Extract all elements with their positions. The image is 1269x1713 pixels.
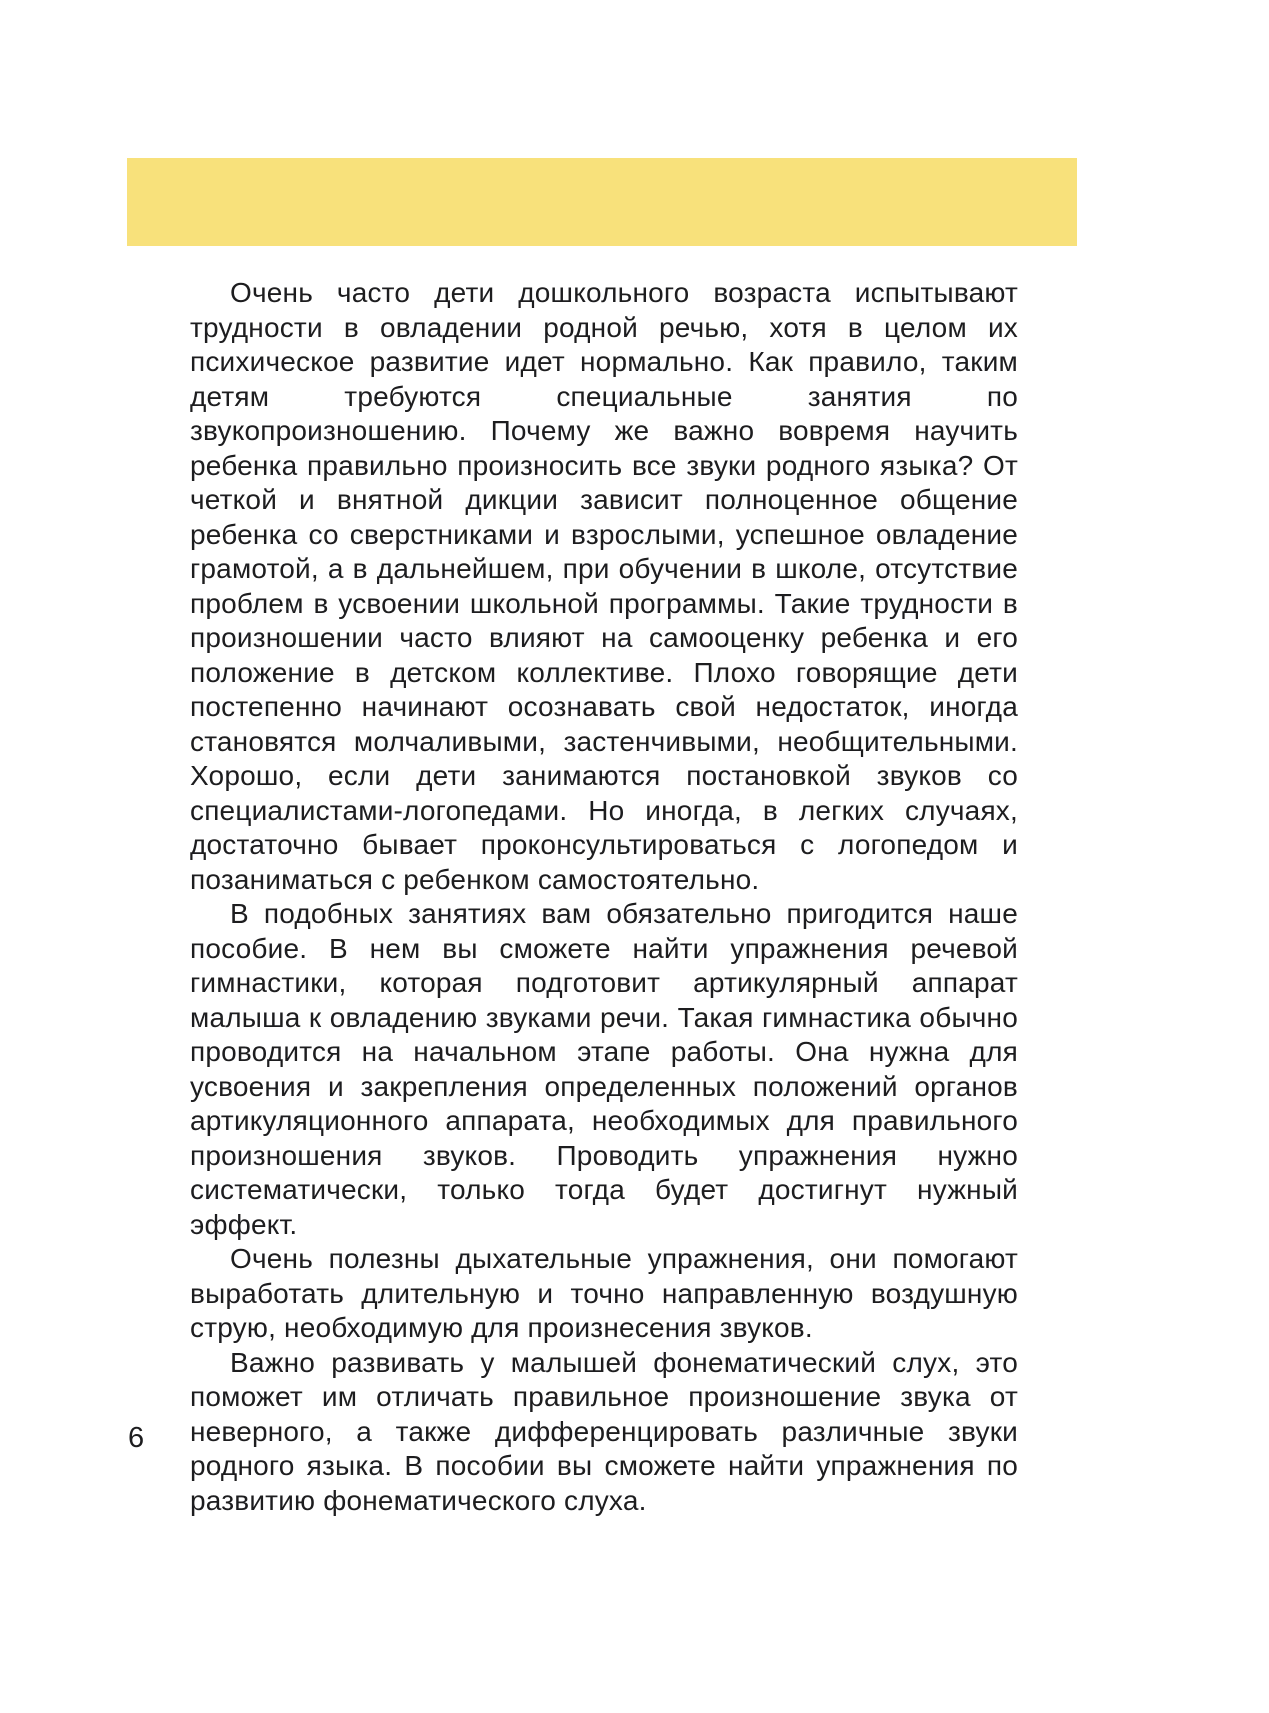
decorative-yellow-banner <box>127 158 1077 246</box>
paragraph-intro: Очень часто дети дошкольного возраста испытывают трудности в овладении родной речью, хотя в целом их психическое развитие идет нормально. Как правило, таким детям требуются специальные занятия по звукопроизношению. Почему же важно вовремя научить ребенка правильно произносить все звуки родного языка? От четкой и внятной дикции зависит полноценное общение ребенка со сверстниками и взрослыми, успешное овладение грамотой, а в дальнейшем, при обучении в школе, отсутствие проблем в усвоении школьной программы. Такие трудности в произношении часто влияют на самооценку ребенка и его положение в детском коллективе. Плохо говорящие дети постепенно начинают осознавать свой недостаток, иногда становятся молчаливыми, застенчивыми, необщительными. Хорошо, если дети занимаются постановкой звуков со специалистами-логопедами. Но иногда, в легких случаях, достаточно бывает проконсультироваться с логопедом и позаниматься с ребенком самостоятельно. <box>190 277 1018 895</box>
body-text <box>190 276 1018 1518</box>
paragraph-breathing-exercises: Очень полезны дыхательные упражнения, они помогают выработать длительную и точно направленную воздушную струю, необходимую для произнесения звуков. <box>190 1243 1018 1343</box>
page-number: 6 <box>128 1422 145 1454</box>
paragraph-phonemic-hearing: Важно развивать у малышей фонематический слух, это поможет им отличать правильное произношение звука от неверного, а также дифференцировать различные звуки родного языка. В пособии вы сможете найти упражнения по развитию фонематического слуха. <box>190 1346 1018 1516</box>
paragraph-manual-description: В подобных занятиях вам обязательно пригодится наше пособие. В нем вы сможете найти упражнения речевой гимнастики, которая подготовит артикулярный аппарат малыша к овладению звуками речи. Такая гимнастика обычно проводится на начальном этапе работы. Она нужна для усвоения и закрепления определенных положений органов артикуляционного аппарата, необходимых для правильного произношения звуков. Проводить упражнения нужно систематически, только тогда будет достигнут нужный эффект. <box>190 898 1018 1240</box>
